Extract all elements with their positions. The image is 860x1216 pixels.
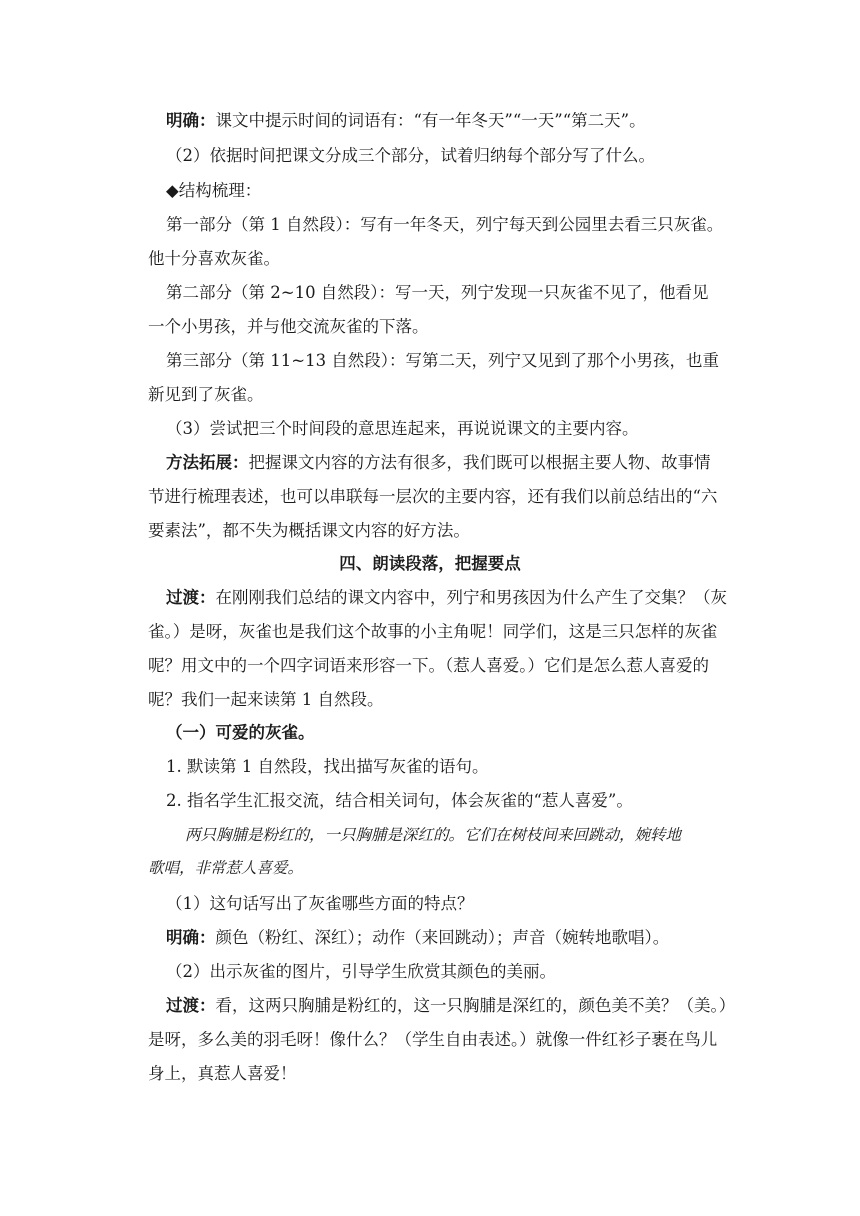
transition-paragraph-2-line-2: 是呀，多么美的羽毛呀！像什么？（学生自由表述。）就像一件红衫子裹在鸟儿 <box>148 1030 718 1049</box>
paragraph-text: 课文中提示时间的词语有：“有一年冬天”“一天”“第二天”。 <box>215 111 646 130</box>
part-three-line-1: 第三部分（第 11~13 自然段）：写第二天，列宁又见到了那个小男孩，也重 <box>166 351 720 370</box>
question-2b: （2）出示灰雀的图片，引导学生欣赏其颜色的美丽。 <box>166 962 556 981</box>
method-paragraph-line-3: 要素法”，都不失为概括课文内容的好方法。 <box>148 521 470 540</box>
subheading-lovely-sparrows: （一）可爱的灰雀。 <box>166 723 315 742</box>
paragraph-text: 看，这两只胸脯是粉红的，这一只胸脯是深红的，颜色美不美？（美。） <box>215 996 736 1015</box>
clarify-paragraph-1 <box>166 110 726 132</box>
method-label: 方法拓展： <box>166 453 249 472</box>
transition-paragraph-line-3: 呢？用文中的一个四字词语来形容一下。（惹人喜爱。）它们是怎么惹人喜爱的 <box>148 656 709 675</box>
clarify-paragraph-2 <box>166 927 726 949</box>
paragraph-text: 在刚刚我们总结的课文内容中，列宁和男孩因为什么产生了交集？（灰 <box>215 588 727 607</box>
transition-paragraph-line-4: 呢？我们一起来读第 1 自然段。 <box>148 690 384 709</box>
transition-paragraph-line-1 <box>166 587 726 609</box>
part-two-line-2: 一个小男孩，并与他交流灰雀的下落。 <box>148 317 429 336</box>
task-1: 1. 默读第 1 自然段，找出描写灰雀的语句。 <box>166 757 489 776</box>
quoted-text-line-1: 两只胸脯是粉红的，一只胸脯是深红的。它们在树枝间来回跳动，婉转地 <box>185 826 682 844</box>
question-1: （1）这句话写出了灰雀哪些方面的特点？ <box>166 894 474 913</box>
method-paragraph-line-2: 节进行梳理表述，也可以串联每一层次的主要内容，还有我们以前总结出的“六 <box>148 487 718 506</box>
part-three-line-2: 新见到了灰雀。 <box>148 385 264 404</box>
clarify-label: 明确： <box>166 928 216 947</box>
transition-paragraph-2-line-1 <box>166 995 736 1017</box>
transition-paragraph-line-2: 雀。）是呀，灰雀也是我们这个故事的小主角呢！同学们，这是三只怎样的灰雀 <box>148 622 718 641</box>
part-two-line-1: 第二部分（第 2~10 自然段）：写一天，列宁发现一只灰雀不见了，他看见 <box>166 283 709 302</box>
clarify-label: 明确： <box>166 111 216 130</box>
transition-label: 过渡： <box>166 996 216 1015</box>
structure-heading: ◆结构梳理： <box>166 181 262 200</box>
section-heading-4: 四、朗读段落，把握要点 <box>339 554 521 573</box>
paragraph-text: 颜色（粉红、深红）；动作（来回跳动）；声音（婉转地歌唱）。 <box>215 928 670 947</box>
question-2: （2）依据时间把课文分成三个部分，试着归纳每个部分写了什么。 <box>166 146 655 165</box>
paragraph-text: 把握课文内容的方法有很多，我们既可以根据主要人物、故事情 <box>248 453 711 472</box>
question-3: （3）尝试把三个时间段的意思连起来，再说说课文的主要内容。 <box>166 419 639 438</box>
quoted-text-line-2: 歌唱，非常惹人喜爱。 <box>148 859 304 877</box>
transition-paragraph-2-line-3: 身上，真惹人喜爱！ <box>148 1064 297 1083</box>
part-one-line-2: 他十分喜欢灰雀。 <box>148 249 280 268</box>
part-one-line-1: 第一部分（第 1 自然段）：写有一年冬天，列宁每天到公园里去看三只灰雀。 <box>166 215 724 234</box>
method-paragraph-line-1 <box>166 452 726 474</box>
task-2: 2. 指名学生汇报交流，结合相关词句，体会灰雀的“惹人喜爱”。 <box>166 791 633 810</box>
transition-label: 过渡： <box>166 588 216 607</box>
